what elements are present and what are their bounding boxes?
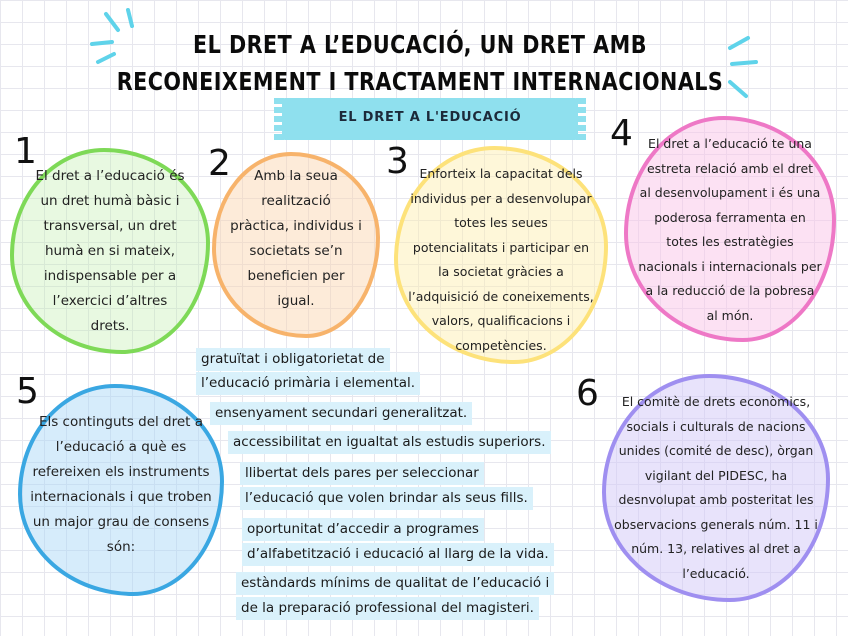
- card-1-line: El dret a l’educació és: [35, 168, 185, 184]
- content-item: de la preparació professional del magisteri.: [236, 597, 539, 620]
- title-line-1: EL DRET A L’EDUCACIÓ, UN DRET AMB: [193, 30, 647, 59]
- card-3-line: individus per a desenvolupar: [410, 190, 592, 206]
- card-1-line: drets.: [90, 318, 130, 334]
- banner-label: EL DRET A L'EDUCACIÓ: [338, 110, 522, 125]
- content-item: l’educació primària i elemental.: [196, 372, 420, 395]
- card-3-line: totes les seues: [454, 215, 548, 230]
- section-banner: [282, 98, 578, 140]
- card-4-line: a la reducció de la pobresa: [645, 283, 815, 298]
- card-4-line: poderosa ferramenta en: [654, 209, 806, 225]
- card-1-line: un dret humà bàsic i: [40, 193, 180, 209]
- card-4-line: totes les estratègies: [666, 234, 794, 249]
- card-5-text: [22, 410, 220, 560]
- sparkle-right-icon: [720, 32, 770, 104]
- card-4-line: estreta relació amb el dret: [646, 160, 814, 176]
- card-1-number: 1: [14, 131, 37, 172]
- card-6-line: l’educació.: [682, 565, 750, 581]
- content-item: gratuïtat i obligatorietat de: [196, 348, 390, 371]
- card-1-line: humà en si mateix,: [44, 243, 176, 259]
- card-3-line: valors, qualificacions i: [431, 313, 571, 328]
- card-2-text: [220, 164, 372, 314]
- card-5-line: l’educació a què es: [55, 439, 187, 455]
- card-6-line: El comitè de drets econòmics,: [621, 394, 811, 409]
- card-3-line: Enforteix la capacitat dels: [419, 166, 583, 181]
- card-6-line: unides (comité de desc), òrgan: [618, 443, 814, 458]
- content-item: estàndards mínims de qualitat de l’educació i: [236, 572, 554, 595]
- card-1-line: transversal, un dret: [43, 218, 177, 234]
- card-4-text: [626, 132, 834, 328]
- card-6-line: desnvolupat amb posteritat les: [618, 492, 814, 507]
- content-item: ensenyament secundari generalitzat.: [210, 402, 472, 425]
- content-item: llibertat dels pares per seleccionar: [240, 462, 484, 485]
- card-3-line: potencialitats i participar en: [412, 239, 590, 255]
- card-1-line: indispensable per a: [43, 268, 177, 284]
- card-3-line: l’adquisició de coneixements,: [408, 288, 594, 304]
- card-2-line: pràctica, individus i: [230, 218, 362, 234]
- content-item: d’alfabetització i educació al llarg de la vida.: [242, 543, 554, 566]
- card-1-line: l’exercici d’altres: [52, 293, 168, 309]
- card-6-line: observacions generals núm. 11 i: [614, 516, 818, 532]
- card-6-line: núm. 13, relatives al dret a: [631, 541, 801, 556]
- card-4-line: al món.: [706, 307, 754, 323]
- card-3-text: [398, 162, 604, 358]
- content-item: l’educació que volen brindar als seus fills.: [240, 487, 533, 510]
- card-5-line: Els continguts del dret a: [38, 414, 204, 430]
- card-3-line: competències.: [455, 337, 547, 353]
- card-6-text: [604, 390, 828, 586]
- card-5-number: 5: [16, 371, 39, 412]
- card-2-line: realització: [261, 193, 331, 209]
- card-6-line: vigilant del PIDESC, ha: [644, 467, 788, 483]
- card-2-line: beneficien per: [247, 268, 345, 284]
- card-4-line: El dret a l’educació te una: [648, 136, 812, 151]
- card-5-line: internacionals i que troben: [30, 489, 212, 505]
- card-5-line: són:: [106, 539, 136, 555]
- card-6-number: 6: [576, 373, 599, 414]
- card-5-line: refereixen els instruments: [32, 464, 210, 480]
- content-item: oportunitat d’accedir a programes: [242, 518, 484, 541]
- card-3-number: 3: [386, 141, 409, 182]
- card-2-line: igual.: [277, 293, 315, 309]
- card-1-text: [22, 164, 198, 339]
- page-title: [116, 26, 723, 100]
- card-4-line: nacionals i internacionals per: [638, 258, 822, 274]
- card-4-line: al desenvolupament i és una: [639, 185, 821, 200]
- content-item: accessibilitat en igualtat als estudis superiors.: [228, 431, 551, 454]
- card-2-number: 2: [208, 143, 231, 184]
- card-2-line: Amb la seua: [254, 168, 338, 184]
- card-3-line: la societat gràcies a: [438, 264, 564, 279]
- card-6-line: socials i culturals de nacions: [626, 418, 806, 434]
- card-5-line: un major grau de consens: [32, 514, 210, 530]
- title-line-2: RECONEIXEMENT I TRACTAMENT INTERNACIONALS: [116, 67, 724, 96]
- card-2-line: societats se’n: [249, 243, 343, 259]
- card-4-number: 4: [610, 113, 633, 154]
